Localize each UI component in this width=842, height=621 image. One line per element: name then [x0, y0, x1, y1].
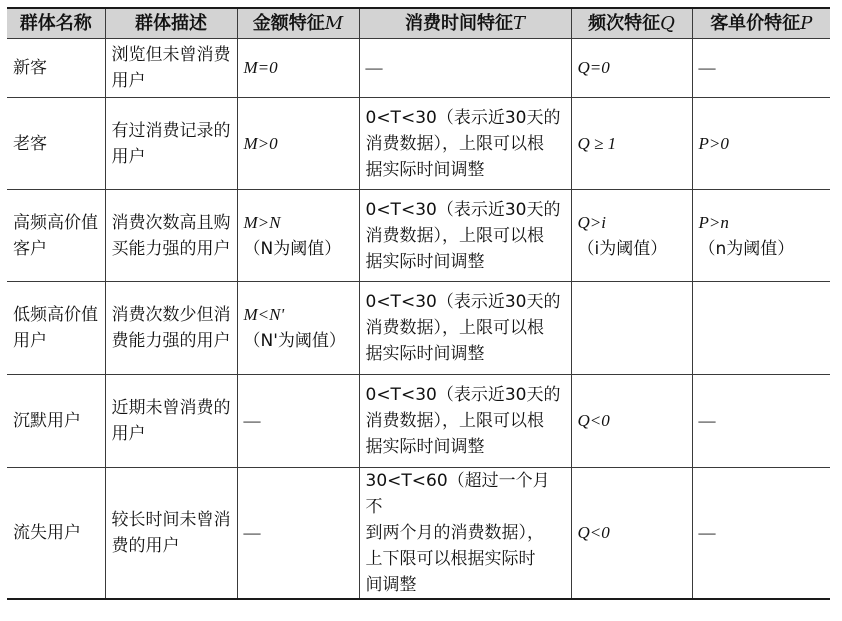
cell-unit-price — [692, 98, 830, 190]
cell-group-desc-text: 较长时间未曾消费的用户 — [111, 510, 231, 556]
cell-time-line: 0<T<30（表示近30天的 — [365, 385, 561, 405]
cell-time-line: 消费数据），上限可以根 — [365, 133, 544, 154]
cell-time-line: 消费数据），上限可以根 — [365, 318, 544, 338]
table-header-row — [7, 8, 830, 39]
cell-group-name-text: 低频高价值用户 — [13, 305, 98, 351]
cell-time-line: 0<T<30（表示近30天的 — [365, 292, 561, 312]
cell-unit-price — [692, 282, 830, 375]
cell-amount-line: — — [243, 523, 261, 542]
header-frequency: 频次特征Q — [571, 8, 692, 39]
cell-unit-price-line: （n为阈值） — [698, 238, 795, 259]
cell-unit-price-line: P>n — [698, 212, 729, 232]
cell-group-name-text: 流失用户 — [13, 523, 81, 543]
cell-frequency — [571, 98, 692, 190]
cell-amount-line: — — [243, 411, 261, 430]
cell-unit-price-line: — — [698, 411, 716, 430]
cell-group-name — [7, 468, 105, 600]
cell-unit-price — [692, 39, 830, 98]
cell-amount — [237, 282, 359, 375]
cell-time — [359, 39, 571, 98]
cell-group-desc-text: 浏览但未曾消费用户 — [111, 45, 231, 91]
customer-segment-table — [7, 7, 830, 600]
cell-amount-line: M>0 — [243, 133, 278, 153]
cell-group-desc-text: 消费次数高且购买能力强的用户 — [111, 212, 231, 259]
cell-time-line: — — [365, 58, 383, 77]
header-time: 消费时间特征T — [359, 8, 571, 39]
cell-amount — [237, 375, 359, 468]
cell-amount — [237, 190, 359, 282]
cell-time-line: 据实际时间调整 — [365, 344, 485, 364]
cell-frequency-line: （i为阈值） — [577, 238, 668, 259]
cell-group-name-text: 新客 — [13, 58, 47, 78]
cell-amount-line: M>N — [243, 212, 281, 232]
cell-time-line: 上下限可以根据实际时 — [365, 549, 536, 569]
cell-group-desc — [105, 190, 237, 282]
cell-time-line: 间调整 — [365, 575, 417, 595]
cell-unit-price-line: P>0 — [698, 133, 729, 153]
cell-amount — [237, 98, 359, 190]
cell-group-desc — [105, 98, 237, 190]
cell-time-line: 到两个月的消费数据）， — [365, 523, 544, 543]
cell-time-line: 0<T<30（表示近30天的 — [365, 199, 561, 220]
cell-amount-line: M<N' — [243, 305, 285, 324]
table-row — [7, 468, 830, 600]
cell-group-desc — [105, 282, 237, 375]
cell-time — [359, 190, 571, 282]
cell-group-desc — [105, 375, 237, 468]
cell-group-name — [7, 375, 105, 468]
cell-group-name — [7, 190, 105, 282]
cell-amount-line: M=0 — [243, 58, 278, 77]
cell-group-name-text: 老客 — [13, 133, 47, 154]
table-body — [7, 39, 830, 600]
cell-group-desc-text: 近期未曾消费的用户 — [111, 398, 231, 444]
cell-frequency-line: Q=0 — [577, 58, 610, 77]
cell-group-desc-text: 消费次数少但消费能力强的用户 — [111, 305, 231, 351]
cell-frequency — [571, 282, 692, 375]
cell-time — [359, 468, 571, 600]
cell-amount — [237, 39, 359, 98]
segment-table-container — [7, 7, 830, 600]
cell-time-line: 据实际时间调整 — [365, 159, 485, 180]
cell-group-desc — [105, 468, 237, 600]
cell-frequency-line: Q<0 — [577, 411, 610, 430]
cell-amount-line: （N为阈值） — [243, 238, 342, 259]
cell-group-name — [7, 282, 105, 375]
cell-frequency-line: Q<0 — [577, 523, 610, 542]
cell-amount-line: （N'为阈值） — [243, 331, 346, 351]
table-row — [7, 39, 830, 98]
cell-unit-price — [692, 375, 830, 468]
cell-group-desc — [105, 39, 237, 98]
header-group-desc: 群体描述 — [105, 8, 237, 39]
cell-frequency — [571, 468, 692, 600]
cell-unit-price-line: — — [698, 58, 716, 77]
cell-amount — [237, 468, 359, 600]
cell-time — [359, 282, 571, 375]
cell-frequency-line: Q ≥ 1 — [577, 133, 617, 153]
cell-unit-price — [692, 468, 830, 600]
cell-group-name-text: 沉默用户 — [13, 411, 81, 431]
table-row — [7, 282, 830, 375]
cell-frequency — [571, 39, 692, 98]
header-unit-price: 客单价特征P — [692, 8, 830, 39]
table-row — [7, 98, 830, 190]
cell-time-line: 消费数据），上限可以根 — [365, 225, 544, 246]
cell-group-desc-text: 有过消费记录的用户 — [111, 120, 231, 167]
cell-time — [359, 375, 571, 468]
cell-time-line: 0<T<30（表示近30天的 — [365, 107, 561, 128]
cell-unit-price-line: — — [698, 523, 716, 542]
table-row — [7, 190, 830, 282]
table-row — [7, 375, 830, 468]
cell-group-name-text: 高频高价值客户 — [13, 212, 98, 259]
cell-unit-price — [692, 190, 830, 282]
cell-group-name — [7, 39, 105, 98]
cell-time-line: 据实际时间调整 — [365, 437, 485, 457]
cell-time — [359, 98, 571, 190]
header-group-name: 群体名称 — [7, 8, 105, 39]
header-amount: 金额特征M — [237, 8, 359, 39]
cell-time-line: 30<T<60（超过一个月不 — [365, 471, 550, 517]
cell-group-name — [7, 98, 105, 190]
cell-time-line: 消费数据），上限可以根 — [365, 411, 544, 431]
cell-frequency-line: Q>i — [577, 212, 606, 232]
cell-frequency — [571, 375, 692, 468]
cell-frequency — [571, 190, 692, 282]
cell-time-line: 据实际时间调整 — [365, 251, 485, 272]
